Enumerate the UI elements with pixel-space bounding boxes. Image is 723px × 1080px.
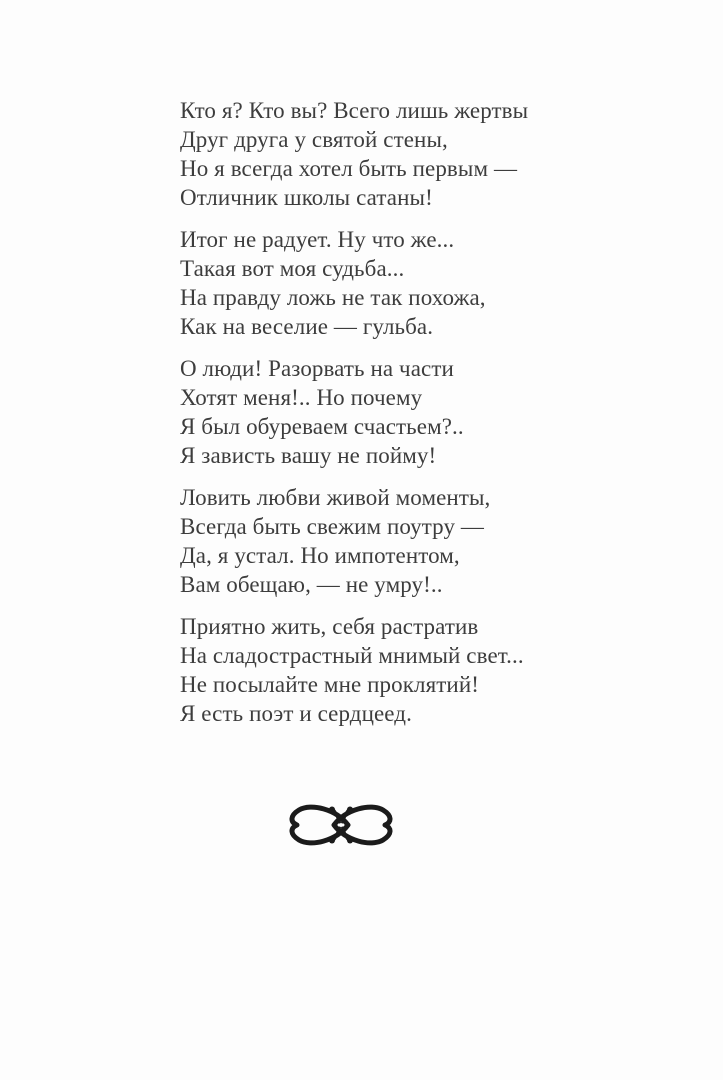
poem-line: Кто я? Кто вы? Всего лишь жертвы bbox=[180, 98, 529, 123]
poem-line: Итог не радует. Ну что же... bbox=[180, 227, 455, 252]
poem-line: Я был обуреваем счастьем?.. bbox=[180, 414, 464, 439]
heart-fleuron-divider-icon bbox=[286, 800, 396, 850]
poem-line: На правду ложь не так похожа, bbox=[180, 285, 486, 310]
poem-line: О люди! Разорвать на части bbox=[180, 356, 454, 381]
poem-line: На сладострастный мнимый свет... bbox=[180, 643, 524, 668]
stanza bbox=[180, 225, 528, 341]
poem-line: Приятно жить, себя растратив bbox=[180, 614, 479, 639]
poem-line: Я зависть вашу не пойму! bbox=[180, 443, 437, 468]
poem-line: Всегда быть свежим поутру — bbox=[180, 514, 484, 539]
poem-text bbox=[180, 96, 528, 741]
stanza bbox=[180, 483, 528, 599]
poem-line: Как на веселие — гульба. bbox=[180, 314, 434, 339]
poem-line: Друг друга у святой стены, bbox=[180, 127, 448, 152]
stanza bbox=[180, 96, 528, 212]
poem-line: Вам обещаю, — не умру!.. bbox=[180, 572, 443, 597]
poem-line: Не посылайте мне проклятий! bbox=[180, 672, 480, 697]
poem-line: Я есть поэт и сердцеед. bbox=[180, 701, 412, 726]
poem-line: Ловить любви живой моменты, bbox=[180, 485, 491, 510]
poem-line: Такая вот моя судьба... bbox=[180, 256, 405, 281]
poem-line: Да, я устал. Но импотентом, bbox=[180, 543, 460, 568]
poem-line: Хотят меня!.. Но почему bbox=[180, 385, 423, 410]
poem-line: Отличник школы сатаны! bbox=[180, 185, 433, 210]
stanza bbox=[180, 612, 528, 728]
stanza bbox=[180, 354, 528, 470]
poem-line: Но я всегда хотел быть первым — bbox=[180, 156, 518, 181]
